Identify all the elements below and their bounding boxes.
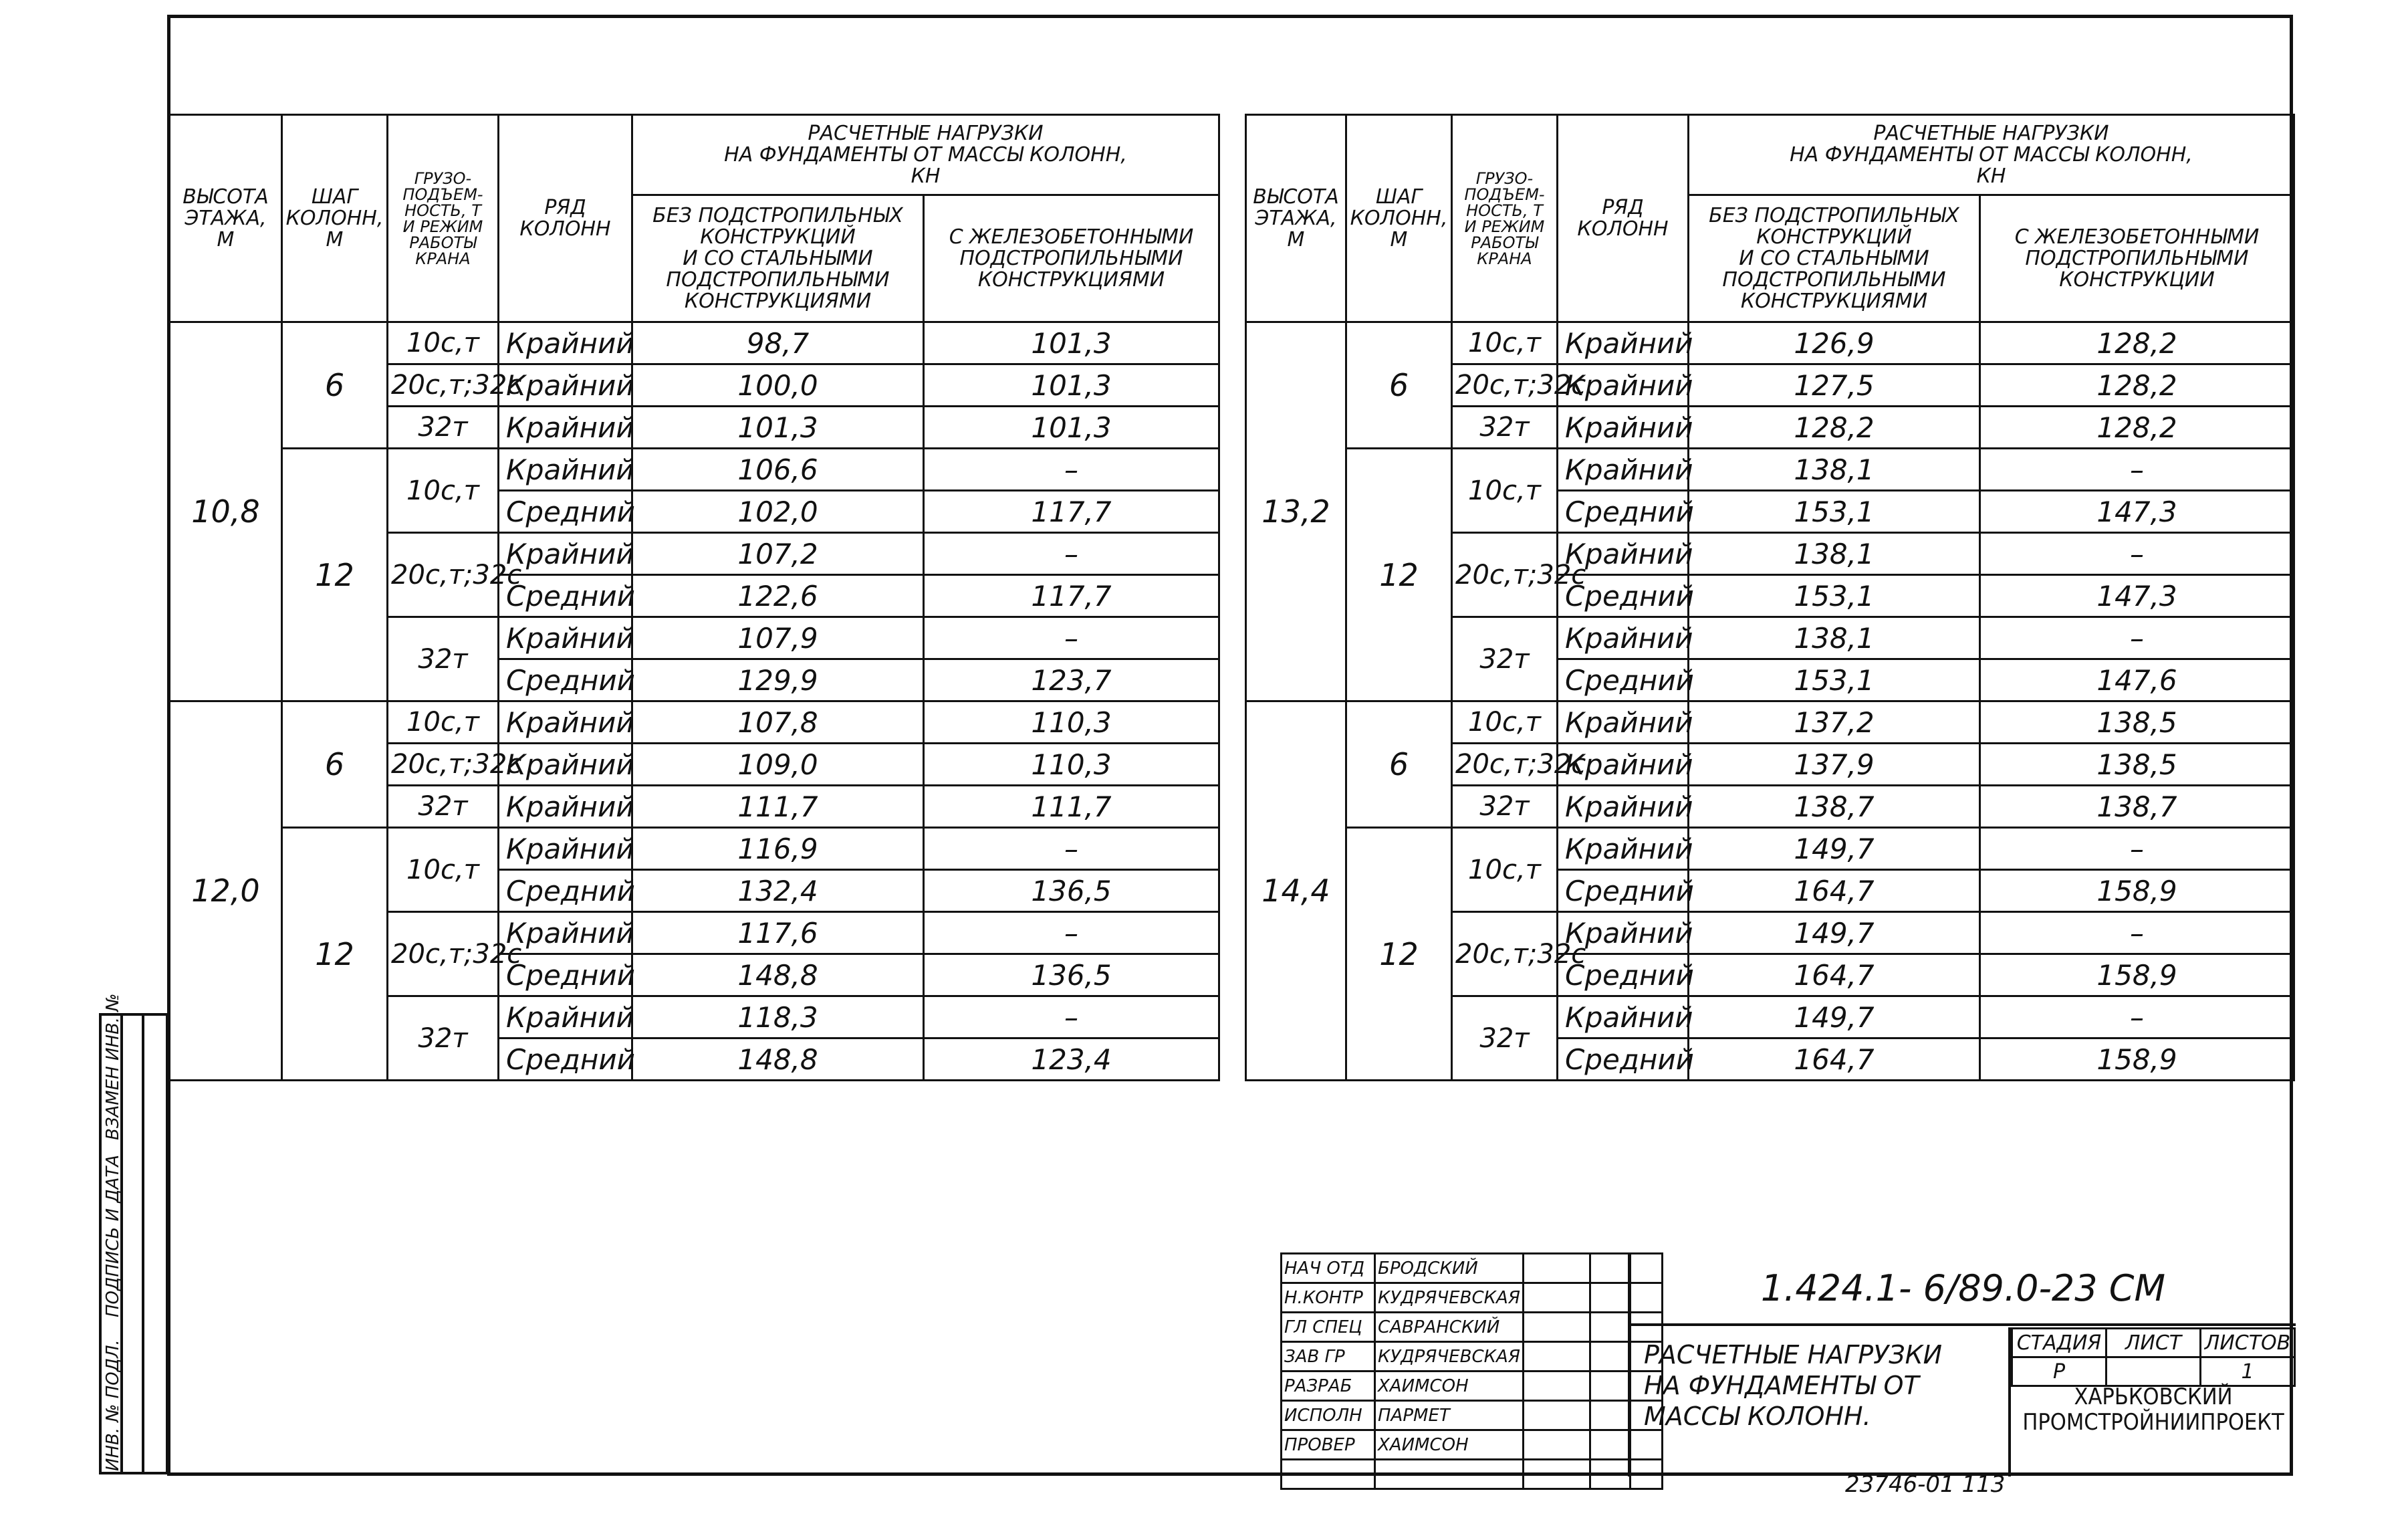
stage-label: СТАДИЯ bbox=[2012, 1329, 2106, 1357]
signature-name: САВРАНСКИЙ bbox=[1375, 1313, 1524, 1342]
signature-name: ХАИМСОН bbox=[1375, 1372, 1524, 1401]
left-row-cell: Крайний bbox=[499, 701, 632, 744]
right-header-col-a-line: БЕЗ ПОДСТРОПИЛЬНЫХ bbox=[1709, 203, 1959, 227]
left-value-b-cell: – bbox=[924, 828, 1219, 870]
right-crane-cell: 20с,т;32с bbox=[1452, 533, 1558, 617]
right-header-col-a-line: И СО СТАЛЬНЫМИ bbox=[1739, 246, 1929, 270]
right-value-a-cell: 126,9 bbox=[1689, 322, 1980, 364]
left-step-cell: 12 bbox=[282, 828, 388, 1081]
left-row-cell: Крайний bbox=[499, 449, 632, 491]
left-value-a-cell: 107,2 bbox=[632, 533, 924, 575]
signature-mark bbox=[1523, 1283, 1590, 1313]
signature-name: ПАРМЕТ bbox=[1375, 1401, 1524, 1430]
left-header-crane-line: ГРУЗО- bbox=[414, 169, 472, 188]
right-value-a-cell: 138,1 bbox=[1689, 533, 1980, 575]
right-table-row bbox=[1246, 449, 2294, 491]
right-crane-cell: 20с,т;32с bbox=[1452, 364, 1558, 407]
right-step-cell: 12 bbox=[1346, 449, 1452, 701]
left-value-b-cell: 101,3 bbox=[924, 407, 1219, 449]
right-header-step: ШАГ КОЛОНН, М bbox=[1346, 115, 1452, 322]
right-value-b-cell: – bbox=[1980, 617, 2294, 659]
right-header-height: ВЫСОТА ЭТАЖА, М bbox=[1246, 115, 1346, 322]
right-row-cell: Средний bbox=[1558, 491, 1689, 533]
left-value-b-cell: – bbox=[924, 912, 1219, 954]
left-header-col-a-line: БЕЗ ПОДСТРОПИЛЬНЫХ bbox=[652, 203, 903, 227]
signature-row bbox=[1282, 1342, 1663, 1372]
left-value-b-cell: 111,7 bbox=[924, 786, 1219, 828]
left-value-a-cell: 117,6 bbox=[632, 912, 924, 954]
right-value-a-cell: 153,1 bbox=[1689, 575, 1980, 617]
left-value-b-cell: – bbox=[924, 996, 1219, 1038]
signature-table bbox=[1280, 1252, 1663, 1490]
right-row-cell: Крайний bbox=[1558, 449, 1689, 491]
right-value-b-cell: 138,5 bbox=[1980, 744, 2294, 786]
sheet-value bbox=[2106, 1357, 2201, 1386]
left-crane-cell: 32т bbox=[388, 786, 499, 828]
signature-empty-cell bbox=[1375, 1460, 1524, 1489]
organization-line-2: ПРОМСТРОЙНИИПРОЕКТ bbox=[2022, 1409, 2284, 1436]
left-step-cell: 12 bbox=[282, 449, 388, 701]
right-value-a-cell: 137,2 bbox=[1689, 701, 1980, 744]
left-value-a-cell: 122,6 bbox=[632, 575, 924, 617]
right-header-row bbox=[1558, 115, 1689, 322]
right-value-b-cell: 158,9 bbox=[1980, 1038, 2294, 1081]
side-stamp-label-signature: ПОДПИСЬ И ДАТА bbox=[103, 1154, 123, 1317]
signature-date bbox=[1590, 1401, 1630, 1430]
left-value-b-cell: 117,7 bbox=[924, 491, 1219, 533]
left-header-crane-line: КРАНА bbox=[415, 249, 471, 268]
left-crane-cell: 10с,т bbox=[388, 828, 499, 912]
stage-value: Р bbox=[2012, 1357, 2106, 1386]
signature-row bbox=[1282, 1372, 1663, 1401]
right-header-crane-line: ГРУЗО- bbox=[1475, 169, 1534, 188]
signature-date bbox=[1590, 1254, 1630, 1283]
left-header-crane-line: РАБОТЫ bbox=[409, 233, 477, 252]
signature-name: КУДРЯЧЕВСКАЯ bbox=[1375, 1342, 1524, 1372]
signature-date bbox=[1590, 1372, 1630, 1401]
right-value-b-cell: 128,2 bbox=[1980, 364, 2294, 407]
signature-row bbox=[1282, 1401, 1663, 1430]
right-row-cell: Крайний bbox=[1558, 744, 1689, 786]
right-value-a-cell: 138,1 bbox=[1689, 617, 1980, 659]
right-row-cell: Средний bbox=[1558, 954, 1689, 996]
right-header-col-a-line: ПОДСТРОПИЛЬНЫМИ bbox=[1722, 267, 1946, 292]
document-title-line-2: НА ФУНДАМЕНТЫ ОТ bbox=[1644, 1371, 1919, 1400]
right-header-col-b-line: ПОДСТРОПИЛЬНЫМИ bbox=[2025, 246, 2249, 270]
right-value-b-cell: 158,9 bbox=[1980, 954, 2294, 996]
left-row-cell: Средний bbox=[499, 491, 632, 533]
right-row-cell: Средний bbox=[1558, 1038, 1689, 1081]
signature-role: НАЧ ОТД bbox=[1282, 1254, 1375, 1283]
left-table-row bbox=[170, 828, 1219, 870]
sheet-label: ЛИСТ bbox=[2106, 1329, 2201, 1357]
right-header-crane-line: И РЕЖИМ bbox=[1464, 217, 1545, 236]
signature-role: ЗАВ ГР bbox=[1282, 1342, 1375, 1372]
right-crane-cell: 32т bbox=[1452, 407, 1558, 449]
left-crane-cell: 10с,т bbox=[388, 322, 499, 364]
left-row-cell: Крайний bbox=[499, 533, 632, 575]
left-value-a-cell: 148,8 bbox=[632, 1038, 924, 1081]
right-row-cell: Средний bbox=[1558, 870, 1689, 912]
sheets-value: 1 bbox=[2201, 1357, 2295, 1386]
right-value-b-cell: 147,3 bbox=[1980, 491, 2294, 533]
right-table-row bbox=[1246, 828, 2294, 870]
right-value-a-cell: 149,7 bbox=[1689, 828, 1980, 870]
right-header-crane-line: РАБОТЫ bbox=[1471, 233, 1538, 252]
right-row-cell: Крайний bbox=[1558, 828, 1689, 870]
left-value-b-cell: – bbox=[924, 449, 1219, 491]
right-value-b-cell: 147,3 bbox=[1980, 575, 2294, 617]
right-crane-cell: 32т bbox=[1452, 786, 1558, 828]
right-header-crane bbox=[1452, 115, 1558, 322]
left-value-a-cell: 148,8 bbox=[632, 954, 924, 996]
left-row-cell: Крайний bbox=[499, 828, 632, 870]
left-value-b-cell: – bbox=[924, 617, 1219, 659]
left-value-a-cell: 98,7 bbox=[632, 322, 924, 364]
left-value-a-cell: 101,3 bbox=[632, 407, 924, 449]
side-stamp-col-2 bbox=[120, 1013, 144, 1474]
right-table-row bbox=[1246, 701, 2294, 744]
left-value-a-cell: 129,9 bbox=[632, 659, 924, 701]
right-header-col-b-line: С ЖЕЛЕЗОБЕТОННЫМИ bbox=[2014, 225, 2260, 249]
side-stamp bbox=[99, 993, 168, 1474]
left-value-a-cell: 132,4 bbox=[632, 870, 924, 912]
loads-table-left bbox=[168, 114, 1220, 1081]
right-row-cell: Крайний bbox=[1558, 533, 1689, 575]
document-title bbox=[1644, 1339, 1992, 1432]
right-value-a-cell: 137,9 bbox=[1689, 744, 1980, 786]
signature-mark bbox=[1523, 1254, 1590, 1283]
right-header-col-a-line: КОНСТРУКЦИЙ bbox=[1756, 225, 1912, 249]
left-header-crane-line: НОСТЬ, Т bbox=[404, 201, 481, 220]
left-value-a-cell: 118,3 bbox=[632, 996, 924, 1038]
right-crane-cell: 10с,т bbox=[1452, 828, 1558, 912]
right-value-b-cell: – bbox=[1980, 533, 2294, 575]
left-crane-cell: 20с,т;32с bbox=[388, 744, 499, 786]
right-value-b-cell: 138,5 bbox=[1980, 701, 2294, 744]
right-value-b-cell: 158,9 bbox=[1980, 870, 2294, 912]
left-value-a-cell: 106,6 bbox=[632, 449, 924, 491]
left-header-height: ВЫСОТА ЭТАЖА, М bbox=[170, 115, 282, 322]
left-crane-cell: 10с,т bbox=[388, 449, 499, 533]
left-value-b-cell: 123,7 bbox=[924, 659, 1219, 701]
right-header-col-b-line: КОНСТРУКЦИИ bbox=[2059, 267, 2215, 292]
right-header-col-b bbox=[1980, 195, 2294, 322]
signature-mark bbox=[1523, 1372, 1590, 1401]
signature-role: ПРОВЕР bbox=[1282, 1430, 1375, 1460]
left-header-crane-line: ПОДЪЕМ- bbox=[402, 185, 483, 204]
signature-date bbox=[1590, 1342, 1630, 1372]
right-value-b-cell: 147,6 bbox=[1980, 659, 2294, 701]
right-value-b-cell: 128,2 bbox=[1980, 322, 2294, 364]
right-table-row bbox=[1246, 322, 2294, 364]
left-value-b-cell: 101,3 bbox=[924, 322, 1219, 364]
left-value-b-cell: 110,3 bbox=[924, 744, 1219, 786]
left-header-loads-line: НА ФУНДАМЕНТЫ ОТ МАССЫ КОЛОНН, bbox=[724, 142, 1127, 167]
right-value-a-cell: 138,7 bbox=[1689, 786, 1980, 828]
left-row-cell: Крайний bbox=[499, 744, 632, 786]
left-value-a-cell: 111,7 bbox=[632, 786, 924, 828]
right-header-row-line: КОЛОНН bbox=[1577, 217, 1669, 241]
signature-name: КУДРЯЧЕВСКАЯ bbox=[1375, 1283, 1524, 1313]
right-header-col-a-line: КОНСТРУКЦИЯМИ bbox=[1740, 289, 1928, 313]
right-row-cell: Средний bbox=[1558, 659, 1689, 701]
right-crane-cell: 20с,т;32с bbox=[1452, 912, 1558, 996]
side-stamp-col-3 bbox=[142, 1013, 168, 1474]
right-crane-cell: 10с,т bbox=[1452, 701, 1558, 744]
left-row-cell: Средний bbox=[499, 1038, 632, 1081]
right-value-a-cell: 164,7 bbox=[1689, 1038, 1980, 1081]
title-block-main bbox=[1628, 1252, 2293, 1476]
signature-mark bbox=[1523, 1401, 1590, 1430]
left-crane-cell: 20с,т;32с bbox=[388, 533, 499, 617]
right-value-a-cell: 138,1 bbox=[1689, 449, 1980, 491]
signature-date bbox=[1590, 1283, 1630, 1313]
right-value-a-cell: 153,1 bbox=[1689, 659, 1980, 701]
right-header-crane-line: ПОДЪЕМ- bbox=[1464, 185, 1545, 204]
right-value-a-cell: 127,5 bbox=[1689, 364, 1980, 407]
left-row-cell: Средний bbox=[499, 575, 632, 617]
right-value-a-cell: 128,2 bbox=[1689, 407, 1980, 449]
left-header-col-b bbox=[924, 195, 1219, 322]
right-table-body bbox=[1246, 115, 2294, 1081]
signature-date bbox=[1590, 1430, 1630, 1460]
signature-role: Н.КОНТР bbox=[1282, 1283, 1375, 1313]
left-header-col-b-line: ПОДСТРОПИЛЬНЫМИ bbox=[959, 246, 1183, 270]
left-crane-cell: 20с,т;32с bbox=[388, 912, 499, 996]
left-crane-cell: 32т bbox=[388, 407, 499, 449]
left-value-b-cell: 123,4 bbox=[924, 1038, 1219, 1081]
signature-empty-cell bbox=[1523, 1460, 1590, 1489]
left-row-cell: Средний bbox=[499, 870, 632, 912]
document-title-line-1: РАСЧЕТНЫЕ НАГРУЗКИ bbox=[1644, 1340, 1943, 1369]
right-crane-cell: 32т bbox=[1452, 617, 1558, 701]
right-row-cell: Крайний bbox=[1558, 322, 1689, 364]
right-step-cell: 6 bbox=[1346, 701, 1452, 828]
organization-name bbox=[2011, 1384, 2296, 1435]
left-header-col-a bbox=[632, 195, 924, 322]
right-step-cell: 6 bbox=[1346, 322, 1452, 449]
left-header-row-line: КОЛОНН bbox=[519, 217, 611, 241]
signature-empty-cell bbox=[1282, 1460, 1375, 1489]
right-row-cell: Крайний bbox=[1558, 786, 1689, 828]
signature-empty-cell bbox=[1590, 1460, 1630, 1489]
left-value-b-cell: 117,7 bbox=[924, 575, 1219, 617]
left-table-body bbox=[170, 115, 1219, 1081]
right-row-cell: Средний bbox=[1558, 575, 1689, 617]
document-code: 1.424.1- 6/89.0-23 СМ bbox=[1631, 1252, 2296, 1326]
signature-row bbox=[1282, 1313, 1663, 1342]
right-value-b-cell: – bbox=[1980, 996, 2294, 1038]
right-value-b-cell: – bbox=[1980, 449, 2294, 491]
left-height-cell: 12,0 bbox=[170, 701, 282, 1081]
left-table-row bbox=[170, 449, 1219, 491]
signature-row bbox=[1282, 1283, 1663, 1313]
left-header-col-a-line: КОНСТРУКЦИЙ bbox=[700, 225, 856, 249]
left-crane-cell: 32т bbox=[388, 996, 499, 1081]
side-stamp-label-replace: ВЗАМЕН ИНВ. № bbox=[103, 993, 123, 1140]
left-header-loads-line: РАСЧЕТНЫЕ НАГРУЗКИ bbox=[808, 121, 1044, 145]
right-row-cell: Крайний bbox=[1558, 407, 1689, 449]
right-value-b-cell: – bbox=[1980, 912, 2294, 954]
document-title-line-3: МАССЫ КОЛОНН. bbox=[1644, 1402, 1871, 1431]
left-value-b-cell: – bbox=[924, 533, 1219, 575]
signature-role: ГЛ СПЕЦ bbox=[1282, 1313, 1375, 1342]
right-row-cell: Крайний bbox=[1558, 364, 1689, 407]
left-header-row-line: РЯД bbox=[544, 195, 586, 219]
left-header-step: ШАГ КОЛОНН, М bbox=[282, 115, 388, 322]
left-step-cell: 6 bbox=[282, 322, 388, 449]
signature-mark bbox=[1523, 1430, 1590, 1460]
left-header-loads-line: КН bbox=[911, 164, 941, 188]
left-header-col-a-line: КОНСТРУКЦИЯМИ bbox=[684, 289, 872, 313]
right-step-cell: 12 bbox=[1346, 828, 1452, 1081]
right-value-b-cell: – bbox=[1980, 828, 2294, 870]
archive-stamp: 23746-01 113 bbox=[1845, 1471, 2006, 1498]
right-crane-cell: 32т bbox=[1452, 996, 1558, 1081]
left-value-a-cell: 116,9 bbox=[632, 828, 924, 870]
signature-row bbox=[1282, 1430, 1663, 1460]
left-header-crane bbox=[388, 115, 499, 322]
left-header-loads bbox=[632, 115, 1219, 195]
signature-date bbox=[1590, 1313, 1630, 1342]
left-crane-cell: 20с,т;32с bbox=[388, 364, 499, 407]
right-height-cell: 13,2 bbox=[1246, 322, 1346, 701]
left-crane-cell: 10с,т bbox=[388, 701, 499, 744]
left-step-cell: 6 bbox=[282, 701, 388, 828]
left-header-crane-line: И РЕЖИМ bbox=[402, 217, 483, 236]
organization-line-1: ХАРЬКОВСКИЙ bbox=[2074, 1384, 2233, 1410]
right-value-b-cell: 128,2 bbox=[1980, 407, 2294, 449]
left-row-cell: Средний bbox=[499, 659, 632, 701]
right-row-cell: Крайний bbox=[1558, 617, 1689, 659]
left-value-b-cell: 101,3 bbox=[924, 364, 1219, 407]
signature-name: БРОДСКИЙ bbox=[1375, 1254, 1524, 1283]
left-header-col-b-line: С ЖЕЛЕЗОБЕТОННЫМИ bbox=[949, 225, 1194, 249]
stage-table bbox=[2011, 1327, 2296, 1387]
left-value-a-cell: 100,0 bbox=[632, 364, 924, 407]
right-value-a-cell: 164,7 bbox=[1689, 954, 1980, 996]
left-value-b-cell: 136,5 bbox=[924, 954, 1219, 996]
left-row-cell: Средний bbox=[499, 954, 632, 996]
left-height-cell: 10,8 bbox=[170, 322, 282, 701]
right-value-b-cell: 138,7 bbox=[1980, 786, 2294, 828]
left-table-row bbox=[170, 322, 1219, 364]
left-row-cell: Крайний bbox=[499, 322, 632, 364]
right-header-loads-line: КН bbox=[1976, 164, 2006, 188]
left-row-cell: Крайний bbox=[499, 786, 632, 828]
right-row-cell: Крайний bbox=[1558, 701, 1689, 744]
right-header-col-a bbox=[1689, 195, 1980, 322]
left-header-row bbox=[499, 115, 632, 322]
right-header-loads-line: НА ФУНДАМЕНТЫ ОТ МАССЫ КОЛОНН, bbox=[1790, 142, 2193, 167]
stage-box bbox=[2008, 1327, 2296, 1476]
right-value-a-cell: 149,7 bbox=[1689, 996, 1980, 1038]
left-value-a-cell: 107,8 bbox=[632, 701, 924, 744]
right-height-cell: 14,4 bbox=[1246, 701, 1346, 1081]
signature-row bbox=[1282, 1254, 1663, 1283]
right-value-a-cell: 153,1 bbox=[1689, 491, 1980, 533]
left-value-a-cell: 109,0 bbox=[632, 744, 924, 786]
right-value-a-cell: 149,7 bbox=[1689, 912, 1980, 954]
right-header-crane-line: КРАНА bbox=[1477, 249, 1532, 268]
right-row-cell: Крайний bbox=[1558, 912, 1689, 954]
left-value-a-cell: 102,0 bbox=[632, 491, 924, 533]
left-row-cell: Крайний bbox=[499, 912, 632, 954]
right-crane-cell: 10с,т bbox=[1452, 322, 1558, 364]
signature-mark bbox=[1523, 1313, 1590, 1342]
left-header-col-b-line: КОНСТРУКЦИЯМИ bbox=[977, 267, 1165, 292]
right-crane-cell: 10с,т bbox=[1452, 449, 1558, 533]
left-header-col-a-line: ПОДСТРОПИЛЬНЫМИ bbox=[666, 267, 890, 292]
side-stamp-label-inv: ИНВ. № ПОДЛ. bbox=[103, 1339, 123, 1471]
right-header-row-line: РЯД bbox=[1602, 195, 1644, 219]
left-row-cell: Крайний bbox=[499, 364, 632, 407]
left-value-a-cell: 107,9 bbox=[632, 617, 924, 659]
signature-role: ИСПОЛН bbox=[1282, 1401, 1375, 1430]
loads-table-right bbox=[1245, 114, 2295, 1081]
left-row-cell: Крайний bbox=[499, 407, 632, 449]
left-value-b-cell: 110,3 bbox=[924, 701, 1219, 744]
right-header-loads-line: РАСЧЕТНЫЕ НАГРУЗКИ bbox=[1873, 121, 2109, 145]
right-row-cell: Крайний bbox=[1558, 996, 1689, 1038]
signature-role: РАЗРАБ bbox=[1282, 1372, 1375, 1401]
signature-mark bbox=[1523, 1342, 1590, 1372]
left-header-col-a-line: И СО СТАЛЬНЫМИ bbox=[683, 246, 873, 270]
sheets-label: ЛИСТОВ bbox=[2201, 1329, 2295, 1357]
right-crane-cell: 20с,т;32с bbox=[1452, 744, 1558, 786]
signature-row-empty bbox=[1282, 1460, 1663, 1489]
left-row-cell: Крайний bbox=[499, 617, 632, 659]
title-block bbox=[1280, 1252, 2293, 1476]
left-table-row bbox=[170, 701, 1219, 744]
left-crane-cell: 32т bbox=[388, 617, 499, 701]
right-value-a-cell: 164,7 bbox=[1689, 870, 1980, 912]
left-value-b-cell: 136,5 bbox=[924, 870, 1219, 912]
right-header-crane-line: НОСТЬ, Т bbox=[1466, 201, 1543, 220]
left-row-cell: Крайний bbox=[499, 996, 632, 1038]
signature-name: ХАИМСОН bbox=[1375, 1430, 1524, 1460]
right-header-loads bbox=[1689, 115, 2294, 195]
